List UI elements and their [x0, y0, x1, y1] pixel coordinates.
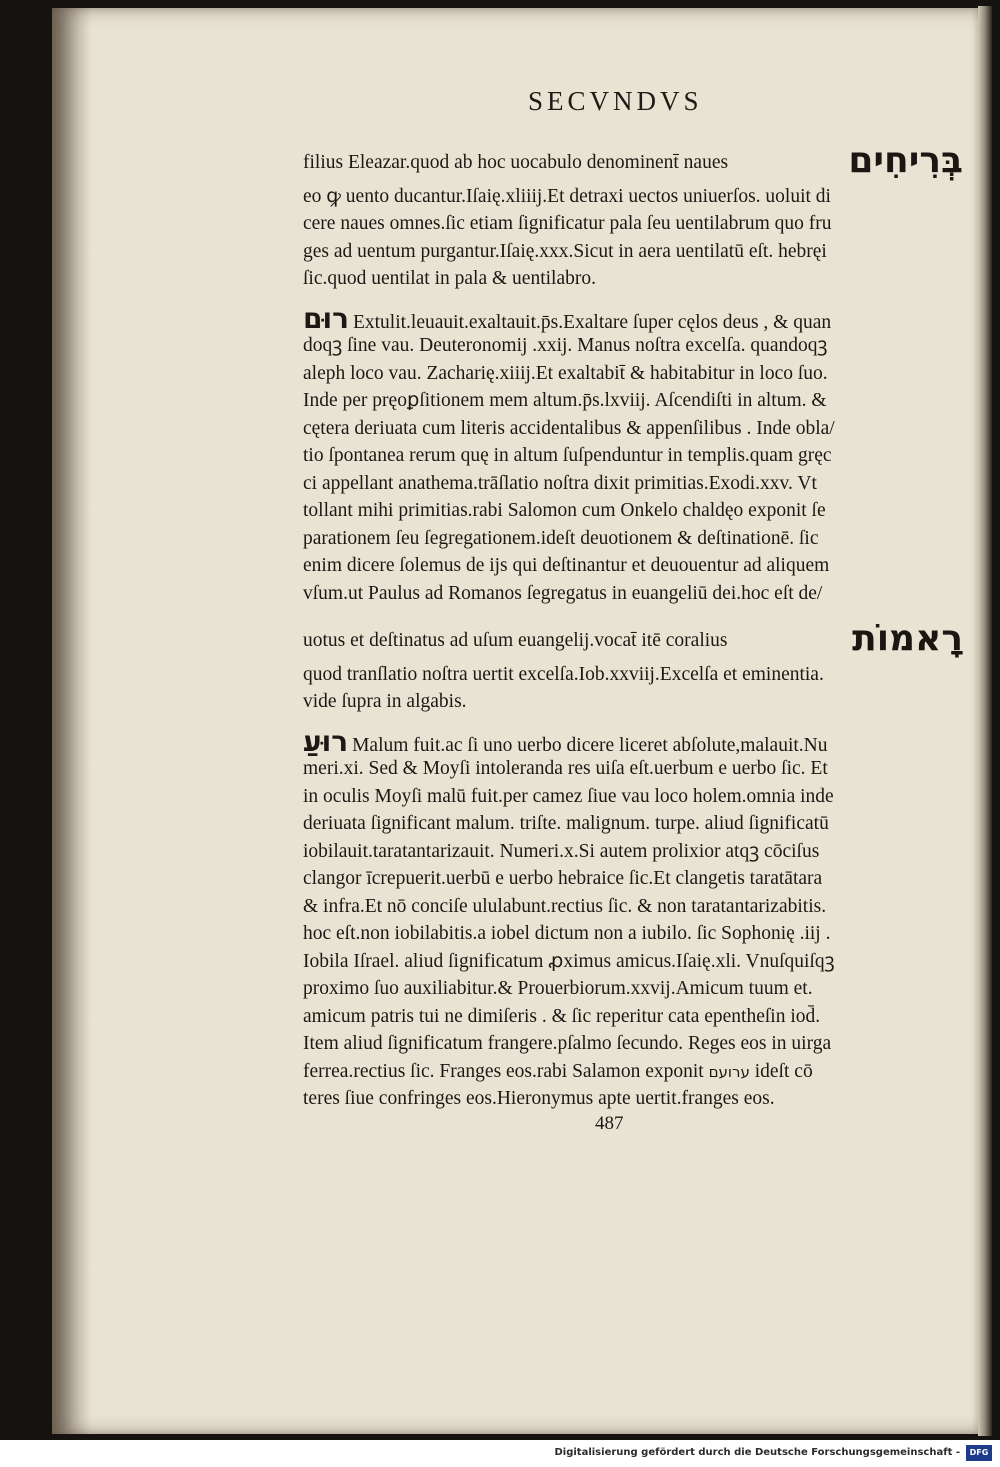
text-line: in oculis Moyſi malū fuit.per camez ſiue vau loco holem.omnia inde — [303, 785, 834, 807]
hebrew-headword-1: בְּרִיחִים — [848, 140, 963, 181]
text-line: meri.xi. Sed & Moyſi intoleranda res uiſa eſt.uerbum e uerbo ſic. Et — [303, 758, 828, 779]
inline-hebrew-word: ערועם — [708, 1062, 750, 1081]
text-line: tollant mihi primitias.rabi Salomon cum Onkelo chaldęo exponit ſe — [303, 500, 826, 521]
hebrew-headword-2: רוּם — [303, 301, 349, 335]
text-line: filius Eleazar.quod ab hoc uocabulo denominent̄ naues — [303, 152, 729, 173]
text-line: amicum patris tui ne dimiſeris . & ſic reperitur cata epentheſin iod̄. — [303, 1005, 821, 1027]
page-edge — [978, 6, 992, 1436]
text-line: proximo ſuo auxiliabitur.& Prouerbiorum.xxvĳ.Amicum tuum et. — [303, 978, 813, 999]
gutter-shadow — [52, 8, 92, 1434]
paragraph-3 — [303, 619, 963, 716]
text-line — [303, 301, 963, 335]
line-text: Malum fuit.ac ſi uno uerbo dicere liceret abſolute,malauit.Nu — [352, 734, 828, 756]
text-line: cętera deriuata cum literis accidentalibus & appenſilibus . Inde obla/ — [303, 417, 835, 439]
page-number: 487 — [595, 1113, 624, 1134]
text-line: enim dicere ſolemus de ĳs qui deſtinantur et deuouentur ad aliquem — [303, 555, 830, 576]
text-line: & infra.Et nō conciſe ululabunt.rectius ſic. & non taratantarizabitis. — [303, 895, 827, 917]
hebrew-headword-4: רוּעַ — [303, 724, 349, 758]
hebrew-headword-3: רָאמוֹת — [852, 618, 963, 659]
text-line: tio ſpontanea rerum quę in altum ſuſpenduntur in templis.quam gręc — [303, 445, 832, 466]
text-line: Iobila Iſrael. aliud ſignificatum ꝓximus amicus.Iſaię.xli. Vnuſquiſqꝫ — [303, 950, 835, 972]
line-text: ferrea.rectius ſic. Franges eos.rabi Salamon exponit — [303, 1060, 709, 1082]
text-line: teres ſiue confringes eos.Hieronymus apte uertit.franges eos. — [303, 1088, 775, 1109]
text-line: vſum.ut Paulus ad Romanos ſegregatus in euangeliū dei.hoc eſt de/ — [303, 582, 823, 604]
footer-bar — [0, 1440, 1000, 1467]
dfg-logo: DFG — [966, 1445, 992, 1461]
text-line: eo ꝙ uento ducantur.Iſaię.xliiĳ.Et detraxi uectos uniuerſos. uoluit di — [303, 185, 831, 207]
running-head: SECVNDVS — [528, 86, 703, 116]
text-line: vide ſupra in algabis. — [303, 691, 467, 712]
text-line: ges ad uentum purgantur.Iſaię.xxx.Sicut in aera uentilatū eſt. hebręi — [303, 240, 827, 262]
paragraph-1 — [303, 141, 963, 293]
text-block — [303, 141, 963, 1125]
text-line — [303, 724, 963, 758]
line-text: Extulit.leuauit.exaltauit.p̄s.Exaltare ſuper cęlos deus , & quan — [352, 311, 832, 333]
text-line: Item aliud ſignificatum frangere.pſalmo ſecundo. Reges eos in uirga — [303, 1033, 832, 1054]
text-line: cere naues omnes.ſic etiam ſignificatur pala ſeu uentilabrum quo fru — [303, 213, 832, 234]
text-line: ci appellant anathema.trāſlatio noſtra dixit primitias.Exodi.xxv. Vt — [303, 472, 817, 494]
paragraph-2 — [303, 301, 963, 608]
text-line — [303, 1058, 963, 1086]
text-line: uotus et deſtinatus ad uſum euangelĳ.vocat̄ itē coralius — [303, 630, 728, 651]
line-text: ideſt cō — [749, 1060, 813, 1082]
footer-credit: Digitalisierung gefördert durch die Deutsche Forschungsgemeinschaft - — [554, 1447, 960, 1458]
text-line: hoc eſt.non iobilabitis.a iobel dictum non a iubilo. ſic Sophonię .iĳ . — [303, 923, 831, 944]
text-line: doqꝫ ſine vau. Deuteronomĳ .xxĳ. Manus noſtra excelſa. quandoqꝫ — [303, 335, 828, 356]
text-line: aleph loco vau. Zacharię.xiiĳ.Et exaltabit̄ & habitabitur in loco ſuo. — [303, 362, 828, 384]
text-line: ſic.quod uentilat in pala & uentilabro. — [303, 268, 596, 289]
text-line: iobilauit.taratantarizauit. Numeri.x.Si autem prolixior atqꝫ cōciſus — [303, 840, 820, 862]
text-line: Inde per pręoꝑſitionem mem altum.p̄s.lxviĳ. Aſcendiſti in altum. & — [303, 390, 827, 411]
text-line: quod tranſlatio noſtra uertit excelſa.Iob.xxviĳ.Excelſa et eminentia. — [303, 663, 824, 685]
paragraph-4 — [303, 724, 963, 1113]
text-line: parationem ſeu ſegregationem.ideſt deuotionem & deſtinationē. ſic — [303, 527, 819, 549]
text-line: clangor īcrepuerit.uerbū e uerbo hebraice ſic.Et clangetis taratātara — [303, 868, 823, 889]
text-line: deriuata ſignificant malum. triſte. malignum. turpe. aliud ſignificatū — [303, 813, 829, 834]
